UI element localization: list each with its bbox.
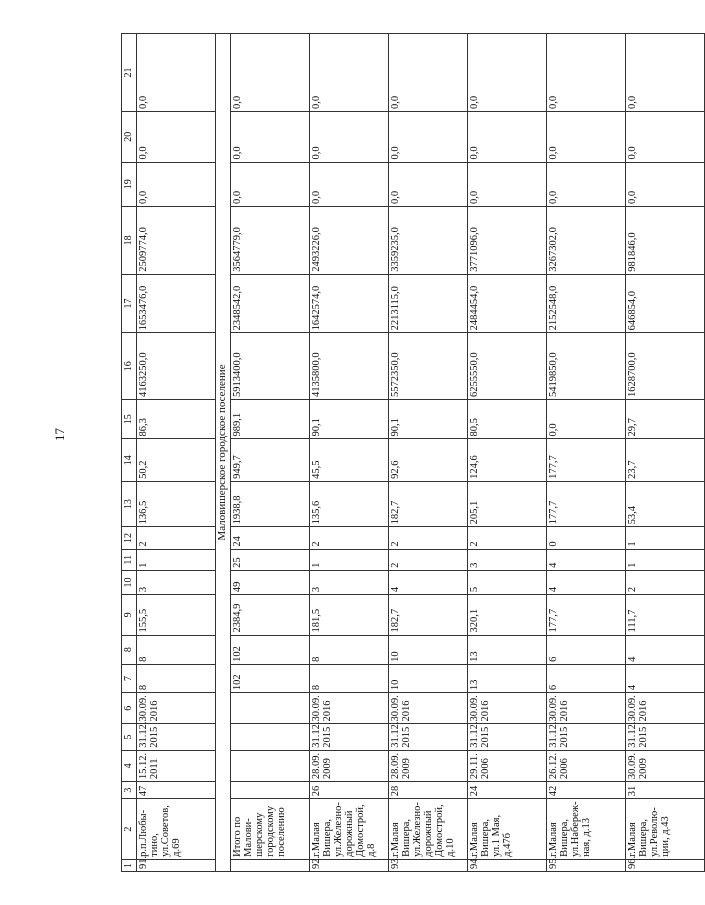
table-cell: 1 <box>626 527 705 549</box>
table-cell: 45,5 <box>310 439 389 481</box>
table-cell: 3 <box>468 549 547 570</box>
table-cell: 96. <box>626 859 705 871</box>
table-cell: 13 <box>468 635 547 664</box>
page-number: 17 <box>52 428 67 441</box>
table-cell: 0,0 <box>310 162 389 206</box>
table-cell: 47 <box>137 782 216 799</box>
table-cell: 28.09. 2009 <box>389 750 468 781</box>
table-cell: 2484454,0 <box>468 274 547 333</box>
table-cell: 4 <box>626 635 705 664</box>
table-cell: 91. <box>137 859 216 871</box>
table-cell: 3564779,0 <box>231 206 310 274</box>
table-cell: 989,1 <box>231 400 310 439</box>
table-cell: 18 <box>122 206 137 274</box>
table-cell: 93. <box>389 859 468 871</box>
table-cell: 0,0 <box>547 34 626 112</box>
table-cell: р.п.Любы- тино, ул.Советов, д.69 <box>137 799 216 860</box>
table-cell: 3359235,0 <box>389 206 468 274</box>
table-cell: 0 <box>547 527 626 549</box>
table-cell: 6 <box>122 693 137 724</box>
table-cell: 8 <box>310 635 389 664</box>
table-cell <box>231 724 310 750</box>
table-cell: 26.12. 2006 <box>547 750 626 781</box>
table-cell: 28 <box>389 782 468 799</box>
table-cell: 182,7 <box>389 595 468 635</box>
table-cell: 24 <box>231 527 310 549</box>
table-cell: 11 <box>122 549 137 570</box>
table-cell: 5913400,0 <box>231 333 310 400</box>
table-cell: 29.11. 2006 <box>468 750 547 781</box>
table-cell: 0,0 <box>389 111 468 162</box>
table-cell: 205,1 <box>468 481 547 526</box>
table-cell: 1653476,0 <box>137 274 216 333</box>
table-cell: 0,0 <box>310 111 389 162</box>
table-cell: 8 <box>310 664 389 692</box>
table-row <box>389 34 468 872</box>
table-cell: 31.12. 2015 <box>137 724 216 750</box>
table-cell: 0,0 <box>231 162 310 206</box>
table-cell: 42 <box>547 782 626 799</box>
table-cell: 30.09. 2016 <box>468 693 547 724</box>
table-cell: 30.09. 2016 <box>547 693 626 724</box>
table-row <box>547 34 626 872</box>
table-cell: 181,5 <box>310 595 389 635</box>
table-cell: 2 <box>389 527 468 549</box>
table-cell: 7 <box>122 664 137 692</box>
table-cell: 86,3 <box>137 400 216 439</box>
table-cell: 2348542,0 <box>231 274 310 333</box>
table-cell: 13 <box>468 664 547 692</box>
table-cell: 4 <box>122 750 137 781</box>
table-cell: 102 <box>231 635 310 664</box>
table-cell: 5 <box>468 570 547 594</box>
table-cell: 29,7 <box>626 400 705 439</box>
table-cell: 177,7 <box>547 481 626 526</box>
table-row <box>310 34 389 872</box>
table-cell <box>231 693 310 724</box>
table-cell: 0,0 <box>231 34 310 112</box>
table-cell: 16 <box>122 333 137 400</box>
table-cell: 15.12. 2011 <box>137 750 216 781</box>
table-cell: 0,0 <box>626 162 705 206</box>
table-cell: 3 <box>310 570 389 594</box>
table-cell: 4 <box>389 570 468 594</box>
table-cell: 31 <box>626 782 705 799</box>
table-cell: 1 <box>137 549 216 570</box>
table-cell: 1 <box>122 859 137 871</box>
table-cell: 8 <box>137 664 216 692</box>
table-cell: 20 <box>122 111 137 162</box>
table-cell: 30.09. 2009 <box>626 750 705 781</box>
table-cell: 12 <box>122 527 137 549</box>
table-cell: 1938,8 <box>231 481 310 526</box>
table-cell: 6 <box>547 664 626 692</box>
table-cell: 155,5 <box>137 595 216 635</box>
table-cell <box>231 859 310 871</box>
table-cell: 31.12. 2015 <box>310 724 389 750</box>
table-cell: 981846,0 <box>626 206 705 274</box>
table-cell: 94. <box>468 859 547 871</box>
table-cell: 4 <box>547 549 626 570</box>
group-row <box>216 34 231 872</box>
table-cell: 0,0 <box>231 111 310 162</box>
table-cell: 1642574,0 <box>310 274 389 333</box>
table-cell: 30.09. 2016 <box>137 693 216 724</box>
table-cell: г.Малая Вишера, ул.1 Мая, д.47б <box>468 799 547 860</box>
table-cell <box>231 750 310 781</box>
table-cell: 80,5 <box>468 400 547 439</box>
housing-program-table <box>121 33 705 872</box>
table-row <box>137 34 216 872</box>
table-cell: 2509774,0 <box>137 206 216 274</box>
table-cell: 30.09. 2016 <box>626 693 705 724</box>
table-cell: 5419850,0 <box>547 333 626 400</box>
table-cell: Итого по Малови- шерскому городскому поселению <box>231 799 310 860</box>
table-cell: 4 <box>547 570 626 594</box>
table-cell: 19 <box>122 162 137 206</box>
table-cell: 53,4 <box>626 481 705 526</box>
table-cell: 0,0 <box>468 162 547 206</box>
table-cell: 3 <box>137 570 216 594</box>
table-cell: г.Малая Вишера, ул.Револю- ции, д.43 <box>626 799 705 860</box>
table-cell: 2493226,0 <box>310 206 389 274</box>
table-cell: 14 <box>122 439 137 481</box>
table-cell: 10 <box>389 664 468 692</box>
table-cell: 4 <box>626 664 705 692</box>
table-cell: 0,0 <box>468 34 547 112</box>
table-cell: 111,7 <box>626 595 705 635</box>
table-cell: 25 <box>231 549 310 570</box>
table-cell <box>231 782 310 799</box>
table-cell: 4163250,0 <box>137 333 216 400</box>
table-cell: 23,7 <box>626 439 705 481</box>
table-cell: 124,6 <box>468 439 547 481</box>
table-cell: 2 <box>389 549 468 570</box>
table-cell: 6 <box>547 635 626 664</box>
table-cell: 49 <box>231 570 310 594</box>
table-cell: 2 <box>122 799 137 860</box>
table-cell: 0,0 <box>626 111 705 162</box>
table-cell: 31.12. 2015 <box>468 724 547 750</box>
table-cell: 21 <box>122 34 137 112</box>
table-cell: 0,0 <box>547 111 626 162</box>
table-cell: 5572350,0 <box>389 333 468 400</box>
table-cell: 28.09. 2009 <box>310 750 389 781</box>
table-cell: 92. <box>310 859 389 871</box>
table-cell: 9 <box>122 595 137 635</box>
table-row <box>468 34 547 872</box>
table-cell: 8 <box>137 635 216 664</box>
table-cell: 30.09. 2016 <box>389 693 468 724</box>
table-cell: 50,2 <box>137 439 216 481</box>
table-cell: 2213115,0 <box>389 274 468 333</box>
table-cell: г.Малая Вишера, ул.Набереж- ная, д.13 <box>547 799 626 860</box>
table-cell: 6255550,0 <box>468 333 547 400</box>
table-cell: 949,7 <box>231 439 310 481</box>
table-cell: 3 <box>122 782 137 799</box>
table-cell: 0,0 <box>137 162 216 206</box>
table-cell: 13 <box>122 481 137 526</box>
table-cell: 4135800,0 <box>310 333 389 400</box>
rotated-table-container <box>121 33 671 872</box>
table-cell: г.Малая Вишера, ул.Железно- дорожный Домострой, д.10 <box>389 799 468 860</box>
table-cell: 0,0 <box>137 111 216 162</box>
table-cell: 3267302,0 <box>547 206 626 274</box>
table-cell: 0,0 <box>547 162 626 206</box>
table-cell: 135,6 <box>310 481 389 526</box>
table-cell: 0,0 <box>310 34 389 112</box>
group-title: Маловишерское городское поселение <box>216 34 231 872</box>
table-cell: 26 <box>310 782 389 799</box>
table-cell: 320,1 <box>468 595 547 635</box>
table-cell: 24 <box>468 782 547 799</box>
table-cell: 31.12. 2015 <box>389 724 468 750</box>
table-cell: 92,6 <box>389 439 468 481</box>
table-cell: 2 <box>137 527 216 549</box>
table-row <box>626 34 705 872</box>
totals-row <box>231 34 310 872</box>
table-cell: 0,0 <box>137 34 216 112</box>
table-cell: 646854,0 <box>626 274 705 333</box>
table-cell: 90,1 <box>389 400 468 439</box>
table-cell: 2384,9 <box>231 595 310 635</box>
table-cell: 3771096,0 <box>468 206 547 274</box>
table-cell: 2 <box>626 570 705 594</box>
table-cell: 1628700,0 <box>626 333 705 400</box>
table-cell: 0,0 <box>547 400 626 439</box>
table-cell: 2152548,0 <box>547 274 626 333</box>
table-cell: 31.12. 2015 <box>547 724 626 750</box>
table-cell: 1 <box>310 549 389 570</box>
table-cell: 136,5 <box>137 481 216 526</box>
table-cell: 177,7 <box>547 439 626 481</box>
table-cell: 177,7 <box>547 595 626 635</box>
table-cell: 2 <box>468 527 547 549</box>
table-cell: 8 <box>122 635 137 664</box>
table-cell: г.Малая Вишера, ул.Железно- дорожный Домострой, д.8 <box>310 799 389 860</box>
table-cell: 31.12. 2015 <box>626 724 705 750</box>
header-row <box>122 34 137 872</box>
table-cell: 0,0 <box>626 34 705 112</box>
table-cell: 10 <box>122 570 137 594</box>
table-cell: 17 <box>122 274 137 333</box>
table-cell: 90,1 <box>310 400 389 439</box>
table-cell: 102 <box>231 664 310 692</box>
table-cell: 0,0 <box>468 111 547 162</box>
table-cell: 182,7 <box>389 481 468 526</box>
table-cell: 0,0 <box>389 162 468 206</box>
table-cell: 95. <box>547 859 626 871</box>
table-cell: 5 <box>122 724 137 750</box>
table-cell: 30.09. 2016 <box>310 693 389 724</box>
table-cell: 1 <box>626 549 705 570</box>
table-cell: 2 <box>310 527 389 549</box>
table-cell: 10 <box>389 635 468 664</box>
table-cell: 15 <box>122 400 137 439</box>
table-cell: 0,0 <box>389 34 468 112</box>
